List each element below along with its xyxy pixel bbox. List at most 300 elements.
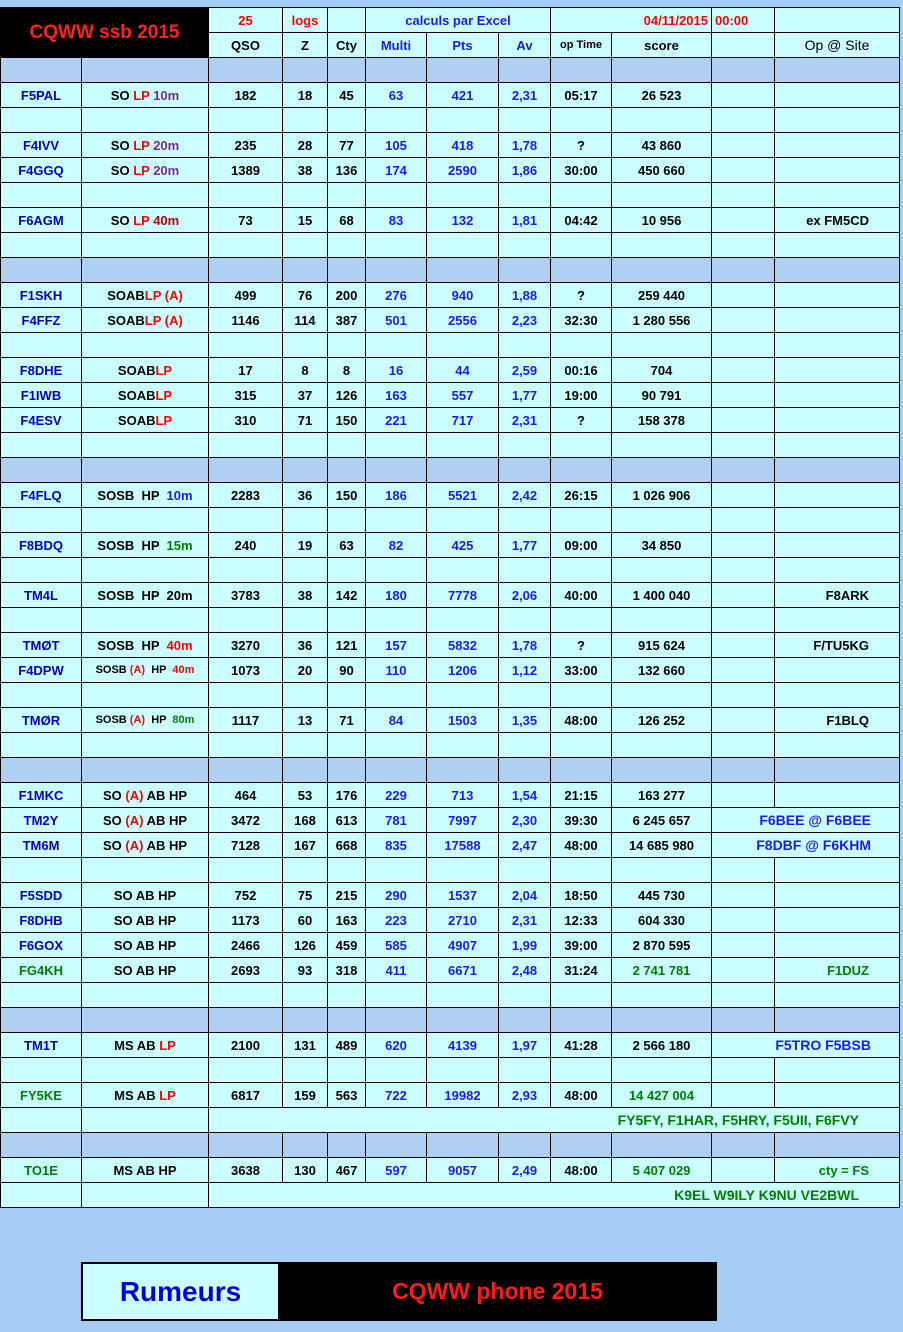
op-time: 30:00: [551, 158, 612, 183]
category: [82, 408, 209, 433]
op-time: 41:28: [551, 1033, 612, 1058]
empty-cell: [712, 858, 775, 883]
col-op-site: Op @ Site: [775, 33, 900, 58]
score: 90 791: [612, 383, 712, 408]
empty-cell: [82, 433, 209, 458]
zone-count: 168: [283, 808, 328, 833]
empty-cell: [366, 1058, 427, 1083]
op-site: [775, 483, 900, 508]
category: [82, 933, 209, 958]
callsign: F8DHB: [1, 908, 82, 933]
operators-row: [1, 1108, 900, 1133]
category-part: 20m: [149, 137, 180, 153]
empty-cell: [1, 758, 82, 783]
empty-cell: [712, 158, 775, 183]
score: 450 660: [612, 158, 712, 183]
empty-cell: [328, 433, 366, 458]
category-part: AB HP: [143, 812, 188, 828]
op-site: [775, 158, 900, 183]
category: [82, 83, 209, 108]
score: 34 850: [612, 533, 712, 558]
empty-cell: [366, 558, 427, 583]
logs-count: 25: [209, 8, 283, 33]
score: 2 741 781: [612, 958, 712, 983]
category: [82, 533, 209, 558]
category-part: HP: [145, 714, 173, 726]
multiplier: 722: [366, 1083, 427, 1108]
table-row: [1, 833, 900, 858]
empty-cell: [209, 108, 283, 133]
empty-cell: [1, 1108, 82, 1133]
category-part: SO: [110, 87, 134, 103]
empty-cell: [775, 858, 900, 883]
callsign: TMØT: [1, 633, 82, 658]
op-site: cty = FS: [775, 1158, 900, 1183]
empty-cell: [499, 58, 551, 83]
score: 10 956: [612, 208, 712, 233]
category-part: 15m: [166, 537, 193, 553]
points: 2556: [427, 308, 499, 333]
spacer-row: [1, 233, 900, 258]
empty-cell: [1, 1058, 82, 1083]
category: [82, 1083, 209, 1108]
empty-cell: [499, 458, 551, 483]
zone-count: 36: [283, 633, 328, 658]
score: 1 400 040: [612, 583, 712, 608]
empty-cell: [427, 58, 499, 83]
empty-cell: [283, 458, 328, 483]
multiplier: 186: [366, 483, 427, 508]
average: 1,77: [499, 533, 551, 558]
op-site: [775, 133, 900, 158]
empty-cell: [283, 1108, 328, 1133]
category-part: SO AB HP: [113, 887, 177, 903]
callsign: F8BDQ: [1, 533, 82, 558]
empty-cell: [427, 183, 499, 208]
category-part: 80m: [172, 714, 195, 726]
empty-cell: [366, 58, 427, 83]
score: 1 280 556: [612, 308, 712, 333]
category: [82, 383, 209, 408]
empty-cell: [712, 783, 775, 808]
empty-cell: [1, 458, 82, 483]
empty-cell: [366, 858, 427, 883]
table-row: [1, 933, 900, 958]
op-site: [775, 408, 900, 433]
callsign: F4FLQ: [1, 483, 82, 508]
empty-cell: [612, 683, 712, 708]
empty-cell: [712, 533, 775, 558]
empty-cell: [1, 858, 82, 883]
empty-cell: [209, 433, 283, 458]
empty-cell: [499, 1108, 551, 1133]
empty-cell: [328, 733, 366, 758]
category: [82, 908, 209, 933]
score: 704: [612, 358, 712, 383]
qso-count: 240: [209, 533, 283, 558]
empty-cell: [366, 983, 427, 1008]
empty-cell: [612, 1008, 712, 1033]
empty-cell: [712, 983, 775, 1008]
separator-row: [1, 58, 900, 83]
empty-cell: [775, 108, 900, 133]
empty-cell: [328, 233, 366, 258]
empty-cell: [1, 233, 82, 258]
empty-cell: [1, 983, 82, 1008]
empty-cell: [1, 683, 82, 708]
op-time: 48:00: [551, 1083, 612, 1108]
op-site: F8DBF @ F6KHM: [712, 833, 900, 858]
op-time: ?: [551, 633, 612, 658]
empty-cell: [612, 733, 712, 758]
empty-cell: [82, 858, 209, 883]
average: 2,31: [499, 83, 551, 108]
callsign: F6GOX: [1, 933, 82, 958]
empty-cell: [499, 683, 551, 708]
callsign: F4GGQ: [1, 158, 82, 183]
empty-cell: [427, 433, 499, 458]
op-site: F5TRO F5BSB: [712, 1033, 900, 1058]
empty-cell: [82, 1008, 209, 1033]
empty-cell: [82, 333, 209, 358]
zone-count: 18: [283, 83, 328, 108]
spacer-row: [1, 433, 900, 458]
country-count: 90: [328, 658, 366, 683]
average: 1,88: [499, 283, 551, 308]
category-part: MS AB HP: [113, 1162, 177, 1178]
empty-cell: [499, 558, 551, 583]
empty-cell: [328, 1008, 366, 1033]
score: 14 685 980: [612, 833, 712, 858]
country-count: 136: [328, 158, 366, 183]
points: 557: [427, 383, 499, 408]
category-part: (A): [125, 837, 144, 853]
empty-cell: [283, 733, 328, 758]
sheet-title: CQWW ssb 2015: [1, 8, 209, 58]
zone-count: 38: [283, 583, 328, 608]
category: [82, 358, 209, 383]
category: [82, 883, 209, 908]
empty-cell: [366, 1108, 427, 1133]
country-count: 176: [328, 783, 366, 808]
average: 1,97: [499, 1033, 551, 1058]
empty-cell: [499, 858, 551, 883]
empty-cell: [328, 758, 366, 783]
category-part: LP (A): [144, 287, 183, 303]
category-part: LP: [155, 412, 173, 428]
empty-cell: [366, 333, 427, 358]
empty-cell: [427, 733, 499, 758]
empty-cell: [328, 1058, 366, 1083]
col-zone: Z: [283, 33, 328, 58]
empty-cell: [775, 758, 900, 783]
empty-cell: [328, 683, 366, 708]
qso-count: 464: [209, 783, 283, 808]
empty-cell: [551, 608, 612, 633]
op-site: [775, 1083, 900, 1108]
table-row: [1, 533, 900, 558]
table-row: [1, 658, 900, 683]
op-site: [775, 783, 900, 808]
empty-cell: [712, 333, 775, 358]
empty-cell: [1, 333, 82, 358]
empty-cell: [499, 333, 551, 358]
empty-cell: [551, 683, 612, 708]
zone-count: 13: [283, 708, 328, 733]
callsign: TMØR: [1, 708, 82, 733]
zone-count: 93: [283, 958, 328, 983]
category-part: SOSB: [95, 664, 130, 676]
op-site: [775, 358, 900, 383]
op-site: F6BEE @ F6BEE: [712, 808, 900, 833]
multiplier: 83: [366, 208, 427, 233]
empty-cell: [712, 608, 775, 633]
header-row-top: [1, 8, 900, 33]
op-site: ex FM5CD: [775, 208, 900, 233]
empty-cell: [209, 558, 283, 583]
empty-cell: [82, 1108, 209, 1133]
average: 2,06: [499, 583, 551, 608]
empty-cell: [283, 108, 328, 133]
empty-cell: [551, 1058, 612, 1083]
empty-cell: [82, 1183, 209, 1208]
callsign: F8DHE: [1, 358, 82, 383]
empty-cell: [209, 1183, 283, 1208]
op-site: [775, 533, 900, 558]
zone-count: 75: [283, 883, 328, 908]
multiplier: 229: [366, 783, 427, 808]
category-part: LP: [159, 1087, 176, 1103]
empty-cell: [775, 183, 900, 208]
points: 17588: [427, 833, 499, 858]
empty-cell: [775, 733, 900, 758]
multiplier: 180: [366, 583, 427, 608]
country-count: 68: [328, 208, 366, 233]
table-row: [1, 633, 900, 658]
empty-cell: [328, 458, 366, 483]
empty-cell: [283, 758, 328, 783]
score: 5 407 029: [612, 1158, 712, 1183]
empty-cell: [499, 758, 551, 783]
category-part: SO: [110, 212, 134, 228]
empty-cell: [612, 433, 712, 458]
category: [82, 1033, 209, 1058]
empty-cell: [775, 458, 900, 483]
empty-cell: [427, 1058, 499, 1083]
average: 1,77: [499, 383, 551, 408]
empty-cell: [712, 483, 775, 508]
country-count: 71: [328, 708, 366, 733]
footer-banner: [81, 1262, 717, 1321]
op-time: 31:24: [551, 958, 612, 983]
empty-cell: [775, 608, 900, 633]
empty-cell: [82, 58, 209, 83]
table-row: [1, 133, 900, 158]
multiplier: 597: [366, 1158, 427, 1183]
category-part: SOSB: [95, 714, 130, 726]
empty-cell: [427, 333, 499, 358]
category: [82, 158, 209, 183]
empty-cell: [612, 608, 712, 633]
empty-cell: [328, 58, 366, 83]
zone-count: 28: [283, 133, 328, 158]
category-part: AB HP: [143, 787, 188, 803]
op-site: [775, 883, 900, 908]
empty-cell: [712, 58, 775, 83]
category: [82, 833, 209, 858]
zone-count: 8: [283, 358, 328, 383]
callsign: F4FFZ: [1, 308, 82, 333]
empty-cell: [775, 1058, 900, 1083]
points: 5832: [427, 633, 499, 658]
table-row: [1, 383, 900, 408]
qso-count: 3472: [209, 808, 283, 833]
op-time: 00:16: [551, 358, 612, 383]
empty-cell: [499, 1183, 551, 1208]
empty-cell: [1, 183, 82, 208]
empty-cell: [712, 958, 775, 983]
category-part: 40m: [172, 664, 195, 676]
empty-cell: [712, 933, 775, 958]
table-row: [1, 208, 900, 233]
average: 1,78: [499, 633, 551, 658]
points: 4139: [427, 1033, 499, 1058]
empty-cell: [427, 458, 499, 483]
callsign: TM6M: [1, 833, 82, 858]
empty-cell: [712, 233, 775, 258]
category-part: MS AB: [114, 1087, 160, 1103]
category: [82, 783, 209, 808]
qso-count: 499: [209, 283, 283, 308]
report-time: 00:00: [712, 8, 775, 33]
empty-cell: [82, 758, 209, 783]
empty-cell: [209, 983, 283, 1008]
callsign: F5PAL: [1, 83, 82, 108]
points: 713: [427, 783, 499, 808]
table-row: [1, 483, 900, 508]
score: 259 440: [612, 283, 712, 308]
empty-cell: [551, 983, 612, 1008]
footer-rumeurs: Rumeurs: [83, 1264, 280, 1319]
qso-count: 73: [209, 208, 283, 233]
separator-row: [1, 758, 900, 783]
table-row: [1, 1083, 900, 1108]
op-time: 39:00: [551, 933, 612, 958]
callsign: FY5KE: [1, 1083, 82, 1108]
empty-cell: [82, 458, 209, 483]
empty-cell: [499, 233, 551, 258]
empty-cell: [283, 558, 328, 583]
empty-cell: [499, 983, 551, 1008]
empty-cell: [612, 58, 712, 83]
empty-cell: [209, 458, 283, 483]
qso-count: 752: [209, 883, 283, 908]
zone-count: 19: [283, 533, 328, 558]
empty-cell: [283, 608, 328, 633]
callsign: F4ESV: [1, 408, 82, 433]
average: 2,42: [499, 483, 551, 508]
calc-note: calculs par Excel: [366, 8, 551, 33]
multiplier: 411: [366, 958, 427, 983]
qso-count: 310: [209, 408, 283, 433]
score: 6 245 657: [612, 808, 712, 833]
logs-label: logs: [283, 8, 328, 33]
empty-cell: [712, 458, 775, 483]
points: 5521: [427, 483, 499, 508]
table-row: [1, 408, 900, 433]
empty-cell: [328, 1183, 366, 1208]
empty-cell: [1, 1183, 82, 1208]
empty-cell: [328, 1108, 366, 1133]
category: [82, 658, 209, 683]
op-site: [775, 83, 900, 108]
empty-cell: [712, 108, 775, 133]
empty-cell: [1, 433, 82, 458]
score: 1 026 906: [612, 483, 712, 508]
country-count: 77: [328, 133, 366, 158]
category-part: SOSB HP: [97, 637, 167, 653]
category-part: (A): [125, 812, 144, 828]
category-part: 10m: [149, 87, 180, 103]
empty-cell: [551, 758, 612, 783]
table-row: [1, 908, 900, 933]
empty-cell: [712, 883, 775, 908]
empty-cell: [328, 258, 366, 283]
qso-count: 1073: [209, 658, 283, 683]
empty-cell: [712, 1008, 775, 1033]
table-row: [1, 158, 900, 183]
empty-cell: [328, 1133, 366, 1158]
empty-cell: [209, 1008, 283, 1033]
spacer-row: [1, 858, 900, 883]
empty-cell: [775, 683, 900, 708]
average: 1,54: [499, 783, 551, 808]
empty-cell: [82, 558, 209, 583]
op-site: [775, 308, 900, 333]
empty-cell: [427, 683, 499, 708]
spacer-row: [1, 108, 900, 133]
empty-cell: [1, 258, 82, 283]
table-row: [1, 1158, 900, 1183]
zone-count: 60: [283, 908, 328, 933]
callsign: FG4KH: [1, 958, 82, 983]
empty-cell: [712, 83, 775, 108]
average: 2,59: [499, 358, 551, 383]
header-blank: [775, 8, 900, 33]
country-count: 150: [328, 483, 366, 508]
empty-cell: [612, 558, 712, 583]
op-time: 39:30: [551, 808, 612, 833]
zone-count: 71: [283, 408, 328, 433]
empty-cell: [209, 608, 283, 633]
empty-cell: [775, 1133, 900, 1158]
category-part: SOAB: [117, 362, 156, 378]
empty-cell: [499, 608, 551, 633]
spacer-row: [1, 608, 900, 633]
qso-count: 315: [209, 383, 283, 408]
empty-cell: [612, 333, 712, 358]
empty-cell: [712, 708, 775, 733]
col-av: Av: [499, 33, 551, 58]
empty-cell: [328, 508, 366, 533]
multiplier: 221: [366, 408, 427, 433]
multiplier: 82: [366, 533, 427, 558]
qso-count: 1146: [209, 308, 283, 333]
zone-count: 126: [283, 933, 328, 958]
country-count: 215: [328, 883, 366, 908]
points: 1206: [427, 658, 499, 683]
op-site: [775, 933, 900, 958]
